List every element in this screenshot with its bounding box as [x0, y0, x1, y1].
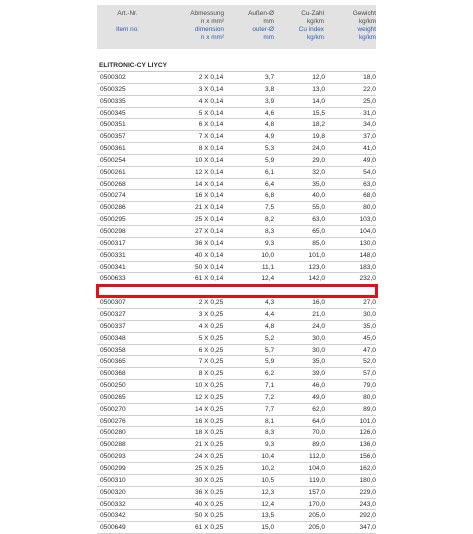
cell-item-no: 0500317 [100, 239, 126, 247]
cell-dimension: 30 X 0,25 [195, 476, 224, 484]
table-row [97, 202, 376, 214]
table-row [97, 522, 376, 534]
cell-outer-diameter: 3,8 [264, 85, 275, 93]
table-row [97, 84, 376, 96]
cell-weight: 80,0 [363, 204, 376, 212]
cell-outer-diameter: 10,0 [261, 251, 275, 259]
cell-item-no: 0500250 [100, 382, 126, 390]
cell-outer-diameter: 8,2 [264, 216, 275, 224]
cell-cu-index: 24,0 [312, 322, 326, 330]
cable-spec-table [97, 5, 376, 534]
cell-dimension: 25 X 0,25 [195, 465, 224, 472]
cell-cu-index: 21,0 [312, 311, 326, 319]
cell-cu-index: 19,8 [312, 133, 326, 141]
cell-outer-diameter: 5,9 [264, 156, 275, 164]
cell-item-no: 0500348 [100, 334, 126, 342]
cell-item-no: 0500307 [100, 299, 126, 307]
cell-dimension: 12 X 0,14 [195, 168, 224, 176]
cell-cu-index: 35,0 [312, 180, 326, 188]
cell-cu-index: 64,0 [312, 417, 326, 425]
cell-weight: 52,0 [363, 358, 376, 366]
cell-item-no: 0500320 [100, 488, 126, 496]
cell-cu-index: 14,0 [312, 97, 326, 105]
cell-item-no: 0500361 [100, 145, 126, 153]
highlight-box [96, 284, 378, 298]
cell-item-no: 0500295 [100, 216, 126, 224]
cell-dimension: 40 X 0,14 [195, 251, 224, 259]
cell-outer-diameter: 3,9 [264, 97, 275, 105]
table-row [97, 179, 376, 191]
cell-weight: 68,0 [363, 192, 376, 200]
cell-item-no: 0500331 [100, 251, 126, 259]
header-outer-diameter: Außen-Ø mm outer-Ø mm [248, 10, 274, 41]
cell-cu-index: 205,0 [308, 512, 326, 520]
cell-weight: 45,0 [363, 334, 376, 342]
cell-cu-index: 39,0 [312, 370, 326, 378]
cell-weight: 49,0 [363, 156, 376, 164]
cell-cu-index: 15,5 [312, 109, 326, 117]
table-row [97, 72, 376, 84]
cell-item-no: 0500274 [100, 192, 126, 200]
header-dimension: Abmessung n x mm² dimension n x mm² [190, 10, 224, 41]
cell-outer-diameter: 13,5 [261, 512, 275, 520]
cell-dimension: 16 X 0,25 [195, 417, 224, 425]
cell-outer-diameter: 5,2 [264, 334, 275, 342]
cell-weight: 103,0 [359, 216, 376, 224]
cell-dimension: 6 X 0,25 [198, 346, 224, 354]
cell-item-no: 0500293 [100, 453, 126, 461]
cell-item-no: 0500299 [100, 465, 126, 472]
cell-cu-index: 205,0 [308, 524, 326, 532]
cell-outer-diameter: 9,3 [264, 239, 275, 247]
cell-dimension: 3 X 0,25 [198, 311, 224, 319]
cell-dimension: 16 X 0,14 [195, 192, 224, 200]
cell-dimension: 10 X 0,25 [195, 382, 224, 390]
cell-outer-diameter: 6,2 [264, 370, 275, 378]
group-014 [97, 72, 376, 285]
cell-item-no: 0500302 [100, 74, 126, 81]
table-row [97, 96, 376, 108]
table-row [97, 143, 376, 155]
cell-outer-diameter: 12,4 [261, 275, 275, 283]
cell-dimension: 21 X 0,14 [195, 204, 224, 212]
cell-cu-index: 62,0 [312, 405, 326, 413]
cell-cu-index: 119,0 [309, 476, 326, 484]
cell-cu-index: 24,0 [312, 145, 326, 153]
table-row [97, 167, 376, 179]
cell-dimension: 2 X 0,14 [198, 74, 224, 81]
cell-dimension: 8 X 0,14 [198, 145, 224, 153]
cell-cu-index: 157,0 [308, 488, 326, 496]
cell-dimension: 61 X 0,25 [195, 524, 224, 532]
cell-outer-diameter: 12,4 [261, 500, 275, 508]
cell-weight: 156,0 [359, 453, 376, 461]
table-row [97, 368, 376, 380]
table-row [97, 297, 376, 309]
table-row [97, 309, 376, 321]
table-row [97, 250, 376, 262]
cell-weight: 37,0 [363, 133, 376, 141]
header-item-no: Art.-Nr. Item no. [115, 10, 140, 33]
cell-dimension: 7 X 0,25 [198, 358, 224, 366]
cell-weight: 31,0 [363, 109, 376, 117]
cell-weight: 30,0 [363, 311, 376, 319]
cell-dimension: 25 X 0,14 [195, 216, 224, 224]
cell-item-no: 0500358 [100, 346, 126, 354]
cell-weight: 104,0 [359, 227, 376, 235]
cell-weight: 89,0 [363, 405, 376, 413]
cell-dimension: 6 X 0,14 [198, 121, 224, 129]
cell-item-no: 0500270 [100, 405, 126, 413]
cell-weight: 18,0 [363, 74, 376, 81]
section-title: ELITRONIC-CY LIYCY [97, 61, 376, 72]
cell-item-no: 0500280 [100, 429, 126, 437]
cell-outer-diameter: 10,2 [261, 465, 275, 472]
cell-cu-index: 40,0 [312, 192, 326, 200]
cell-item-no: 0500298 [100, 227, 126, 235]
table-row [97, 190, 376, 202]
cell-weight: 229,0 [359, 488, 376, 496]
table-row [97, 214, 376, 226]
table-row [97, 475, 376, 487]
cell-outer-diameter: 8,1 [264, 417, 275, 425]
cell-item-no: 0500332 [100, 500, 126, 508]
cell-cu-index: 85,0 [312, 239, 326, 247]
table-row [97, 262, 376, 274]
cell-item-no: 0500276 [100, 417, 126, 425]
cell-weight: 101,0 [359, 417, 376, 425]
cell-outer-diameter: 3,7 [264, 74, 275, 81]
cell-weight: 47,0 [363, 346, 376, 354]
table-row [97, 119, 376, 131]
cell-outer-diameter: 4,6 [264, 109, 275, 117]
table-row [97, 510, 376, 522]
cell-cu-index: 18,2 [312, 121, 326, 129]
cell-cu-index: 63,0 [312, 216, 326, 224]
cell-item-no: 0500368 [100, 370, 126, 378]
cell-outer-diameter: 4,8 [264, 121, 275, 129]
cell-item-no: 0500286 [100, 204, 126, 212]
cell-dimension: 21 X 0,25 [195, 441, 224, 449]
cell-weight: 54,0 [363, 168, 376, 176]
cell-dimension: 50 X 0,25 [195, 512, 224, 520]
header-weight: Gewicht kg/km weight kg/km [352, 10, 376, 41]
cell-dimension: 7 X 0,14 [198, 133, 224, 141]
cell-weight: 183,0 [359, 263, 376, 271]
table-row [97, 404, 376, 416]
cell-item-no: 0500268 [100, 180, 126, 188]
cell-dimension: 2 X 0,25 [198, 299, 224, 307]
cell-weight: 126,0 [359, 429, 376, 437]
cell-weight: 35,0 [363, 322, 376, 330]
cell-outer-diameter: 7,7 [264, 405, 275, 413]
cell-item-no: 0500265 [100, 393, 126, 401]
cell-dimension: 14 X 0,25 [195, 405, 224, 413]
cell-weight: 148,0 [359, 251, 376, 259]
cell-item-no: 0500351 [100, 121, 126, 129]
cell-outer-diameter: 4,4 [264, 311, 275, 319]
cell-dimension: 36 X 0,14 [195, 239, 224, 247]
cell-weight: 136,0 [359, 441, 376, 449]
cell-weight: 292,0 [359, 512, 376, 520]
cell-outer-diameter: 6,4 [264, 180, 275, 188]
table-row [97, 333, 376, 345]
table-row [97, 238, 376, 250]
cell-cu-index: 101,0 [308, 251, 326, 259]
cell-item-no: 0500633 [100, 275, 126, 283]
table-header [97, 5, 376, 49]
cell-outer-diameter: 8,3 [264, 227, 275, 235]
cell-dimension: 36 X 0,25 [195, 488, 224, 496]
cell-item-no: 0500327 [100, 311, 126, 319]
table-row [97, 356, 376, 368]
cell-item-no: 0500288 [100, 441, 126, 449]
cell-dimension: 12 X 0,25 [195, 393, 224, 401]
cell-cu-index: 12,0 [312, 74, 326, 81]
cell-cu-index: 142,0 [308, 275, 326, 283]
cell-outer-diameter: 10,4 [261, 453, 275, 461]
cell-weight: 25,0 [363, 97, 376, 105]
cell-outer-diameter: 6,8 [264, 192, 275, 200]
cell-outer-diameter: 7,5 [264, 204, 275, 212]
cell-weight: 232,0 [359, 275, 376, 283]
cell-outer-diameter: 5,9 [264, 358, 275, 366]
table-row [97, 226, 376, 238]
cell-weight: 347,0 [359, 524, 376, 532]
cell-outer-diameter: 7,1 [264, 382, 275, 390]
cell-cu-index: 46,0 [312, 382, 326, 390]
table-row [97, 499, 376, 511]
cell-item-no: 0500261 [100, 168, 126, 176]
table-row [97, 131, 376, 143]
group-025 [97, 297, 376, 534]
cell-weight: 34,0 [363, 121, 376, 129]
cell-item-no: 0500254 [100, 156, 126, 164]
cell-cu-index: 104,0 [308, 465, 326, 472]
cell-cu-index: 35,0 [312, 358, 326, 366]
cell-outer-diameter: 5,7 [264, 346, 275, 354]
table-row [97, 463, 376, 475]
cell-cu-index: 55,0 [312, 204, 326, 212]
cell-weight: 79,0 [363, 382, 376, 390]
table-row [97, 345, 376, 357]
table-row [97, 487, 376, 499]
cell-item-no: 0500342 [100, 512, 126, 520]
cell-outer-diameter: 10,5 [261, 476, 275, 484]
cell-dimension: 27 X 0,14 [195, 227, 224, 235]
cell-outer-diameter: 12,3 [261, 488, 275, 496]
cell-outer-diameter: 4,8 [264, 322, 275, 330]
cell-dimension: 61 X 0,14 [195, 275, 224, 283]
cell-item-no: 0500365 [100, 358, 126, 366]
cell-outer-diameter: 11,1 [261, 263, 275, 271]
cell-dimension: 14 X 0,14 [195, 180, 224, 188]
cell-weight: 180,0 [359, 476, 376, 484]
cell-dimension: 4 X 0,14 [198, 97, 224, 105]
cell-cu-index: 30,0 [312, 346, 326, 354]
cell-dimension: 5 X 0,14 [198, 109, 224, 117]
cell-cu-index: 123,0 [308, 263, 326, 271]
cell-weight: 130,0 [359, 239, 376, 247]
cell-cu-index: 89,0 [312, 441, 326, 449]
table-row [97, 451, 376, 463]
cell-cu-index: 65,0 [312, 227, 326, 235]
cell-item-no: 0500325 [100, 85, 126, 93]
cell-outer-diameter: 9,3 [264, 441, 275, 449]
cell-dimension: 24 X 0,25 [195, 453, 224, 461]
cell-cu-index: 49,0 [312, 393, 326, 401]
cell-outer-diameter: 6,1 [264, 168, 275, 176]
cell-weight: 63,0 [363, 180, 376, 188]
cell-weight: 27,0 [363, 299, 376, 307]
cell-dimension: 18 X 0,25 [195, 429, 224, 437]
cell-cu-index: 112,0 [309, 453, 326, 461]
cell-cu-index: 70,0 [312, 429, 326, 437]
table-row [97, 380, 376, 392]
cell-item-no: 0500649 [100, 524, 126, 532]
cell-weight: 57,0 [363, 370, 376, 378]
cell-cu-index: 29,0 [312, 156, 326, 164]
table-row [97, 427, 376, 439]
cell-weight: 243,0 [359, 500, 376, 508]
cell-weight: 162,0 [359, 465, 376, 472]
cell-outer-diameter: 5,3 [264, 145, 275, 153]
cell-weight: 22,0 [363, 85, 376, 93]
header-cu-index: Cu-Zahl kg/km Cu index kg/km [298, 10, 324, 41]
cell-outer-diameter: 8,3 [264, 429, 275, 437]
cell-dimension: 5 X 0,25 [198, 334, 224, 342]
cell-weight: 80,0 [363, 393, 376, 401]
cell-dimension: 3 X 0,14 [198, 85, 224, 93]
cell-outer-diameter: 4,3 [264, 299, 275, 307]
table-row [97, 416, 376, 428]
cell-dimension: 50 X 0,14 [195, 263, 224, 271]
cell-dimension: 40 X 0,25 [195, 500, 224, 508]
cell-outer-diameter: 7,2 [264, 393, 275, 401]
cell-dimension: 4 X 0,25 [198, 322, 224, 330]
cell-item-no: 0500357 [100, 133, 126, 141]
cell-cu-index: 16,0 [312, 299, 326, 307]
table-row [97, 108, 376, 120]
cell-item-no: 0500345 [100, 109, 126, 117]
table-row [97, 155, 376, 167]
cell-item-no: 0500310 [100, 476, 126, 484]
cell-dimension: 8 X 0,25 [198, 370, 224, 378]
cell-item-no: 0500335 [100, 97, 126, 105]
cell-outer-diameter: 4,9 [264, 133, 275, 141]
cell-cu-index: 32,0 [312, 168, 326, 176]
cell-dimension: 10 X 0,14 [195, 156, 224, 164]
cell-outer-diameter: 15,0 [261, 524, 275, 532]
table-row-highlighted [97, 321, 376, 333]
cell-item-no: 0500341 [100, 263, 126, 271]
table-row [97, 392, 376, 404]
cell-cu-index: 170,0 [308, 500, 326, 508]
cell-cu-index: 13,0 [312, 85, 326, 93]
table-row [97, 439, 376, 451]
cell-weight: 41,0 [363, 145, 376, 153]
cell-item-no: 0500337 [100, 322, 126, 330]
cell-cu-index: 30,0 [312, 334, 326, 342]
